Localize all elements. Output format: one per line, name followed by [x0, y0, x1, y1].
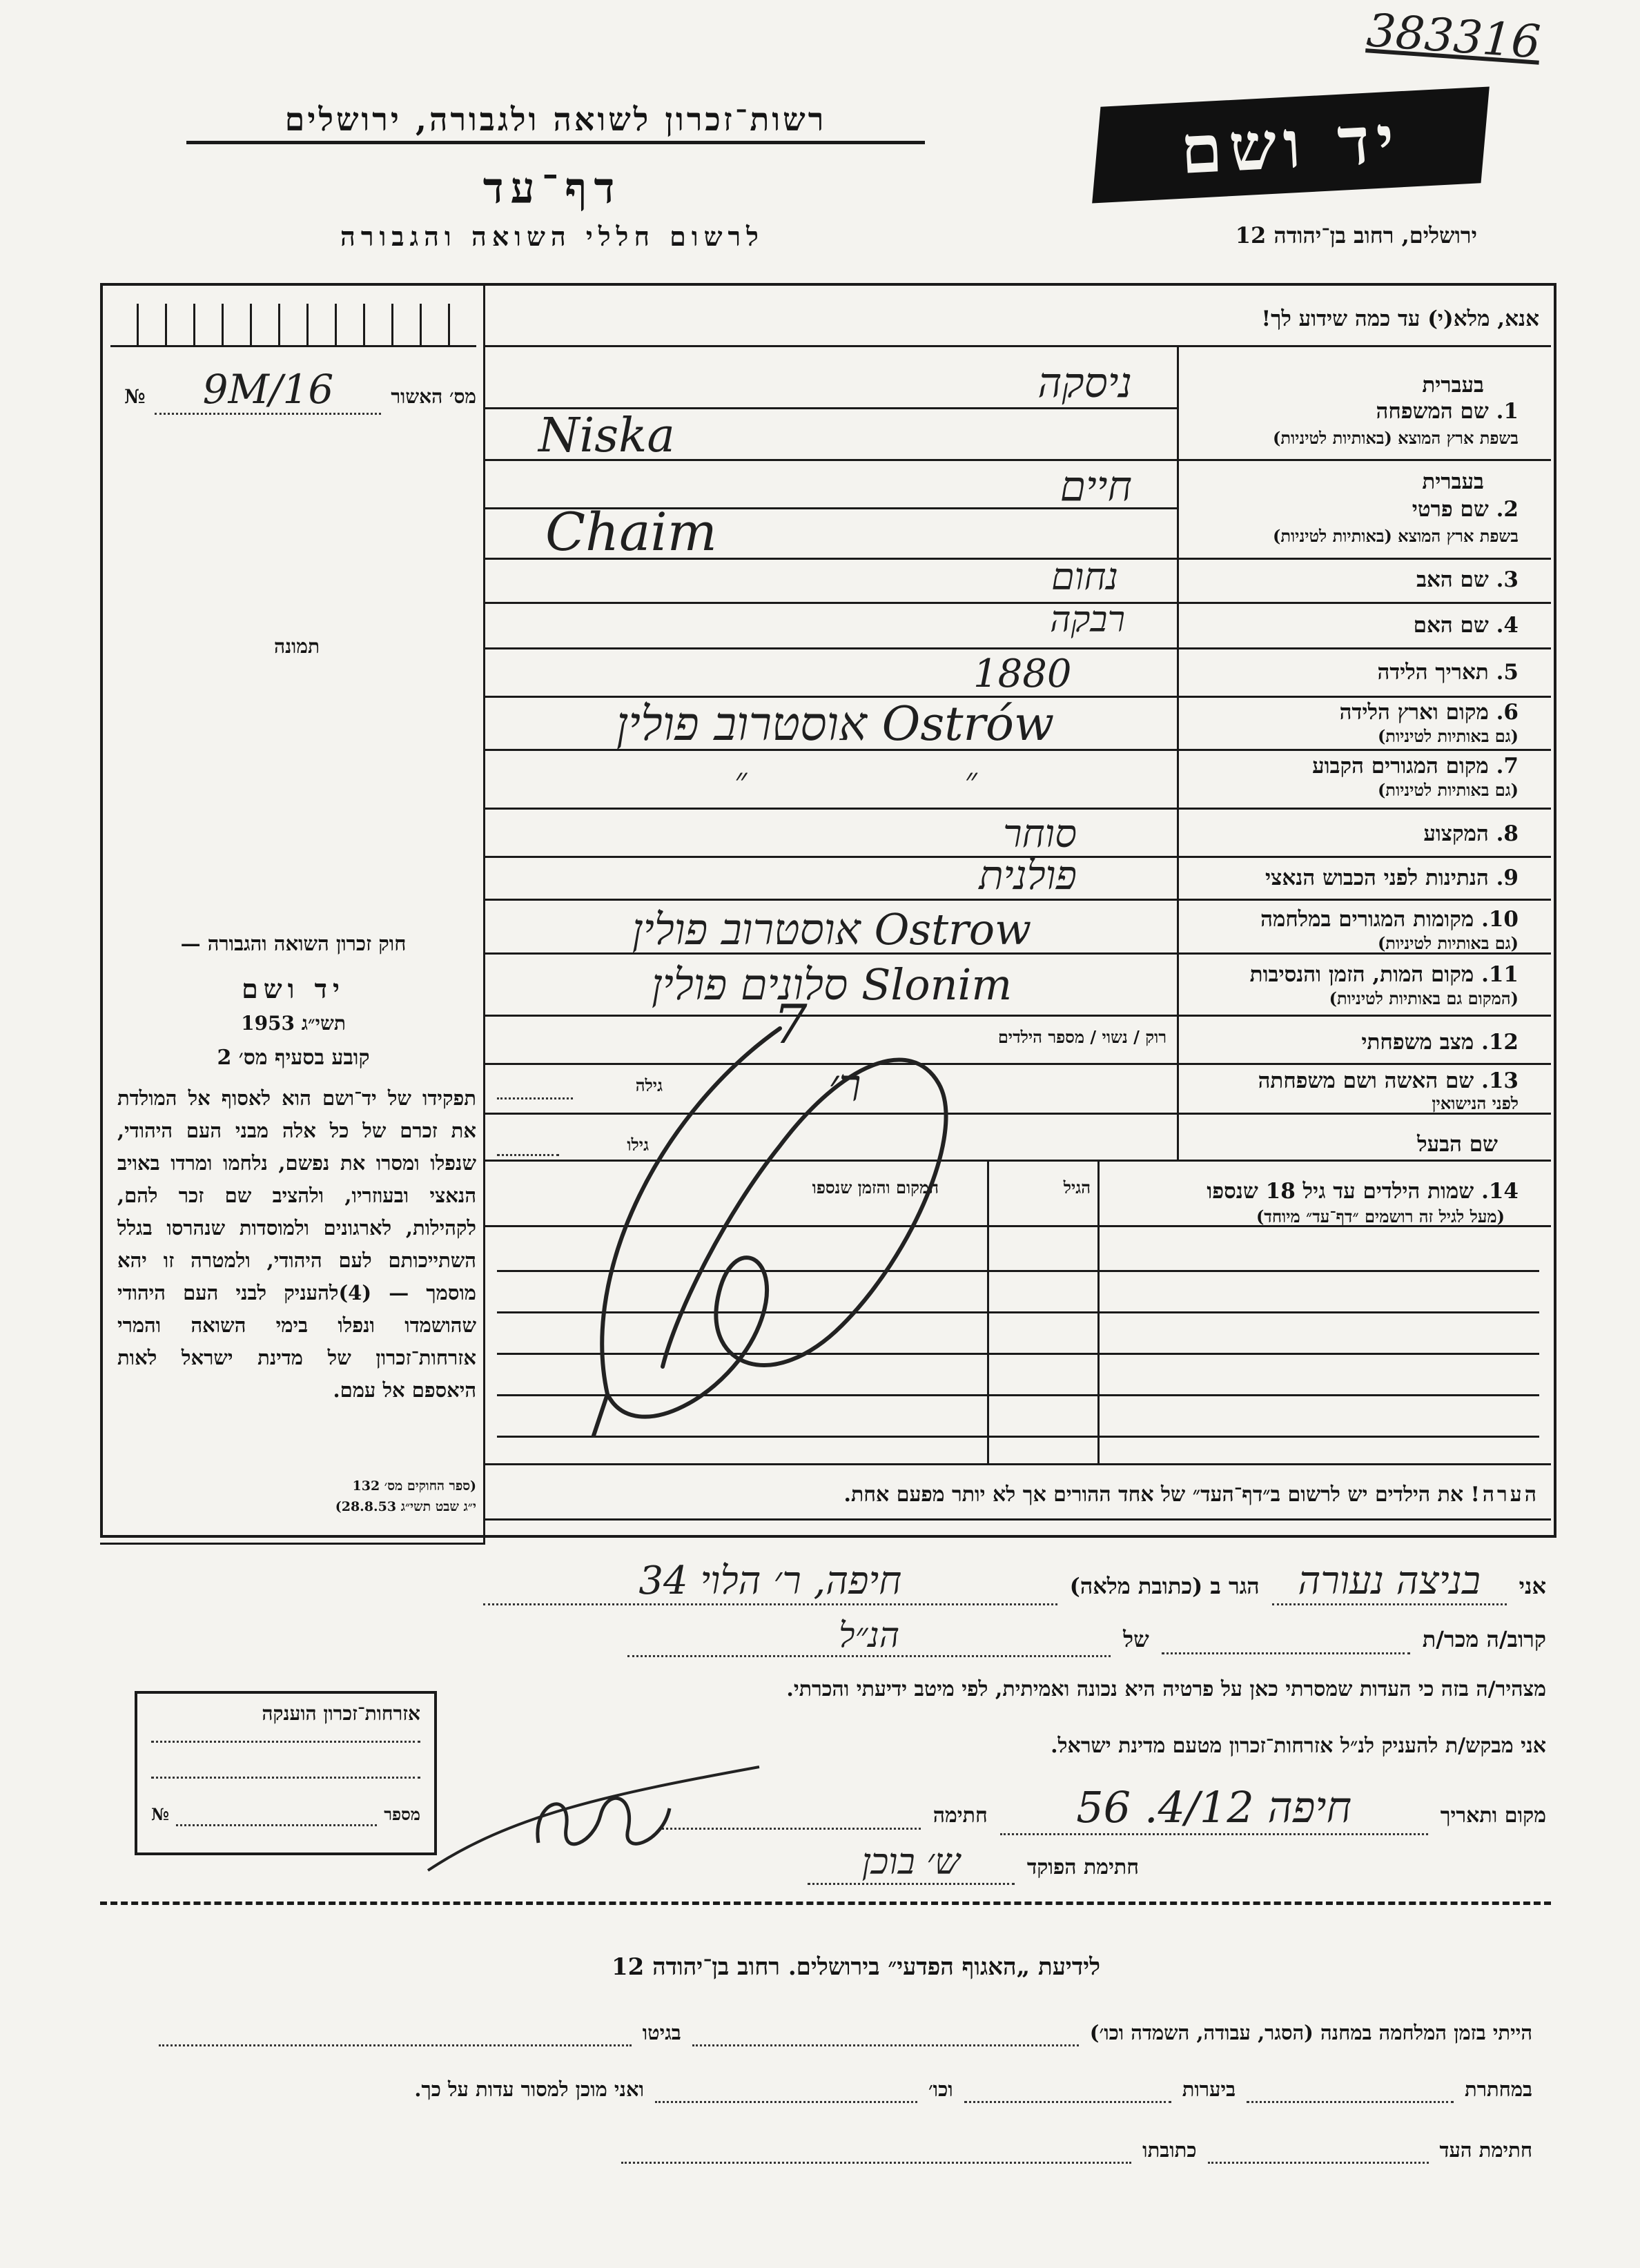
field-11-number: 11. — [1481, 962, 1519, 987]
declaration-line-1 — [483, 1558, 1546, 1605]
field-11-note: (המקום גם באותיות לטיניות) — [1329, 988, 1519, 1008]
officer-signature-label: חתימת הפוקד — [1026, 1855, 1139, 1879]
certificate-number-prefix: № — [151, 1804, 170, 1824]
place-date-label: מקום ותאריך — [1440, 1803, 1546, 1828]
field-12-number: 12. — [1481, 1030, 1519, 1055]
field-12-label — [1194, 1030, 1519, 1055]
lang-origin-label: בשפת ארץ המוצא (באותיות לטיניות) — [1273, 428, 1519, 448]
children-age-header: הגיל — [1063, 1177, 1091, 1197]
field-7-label — [1194, 754, 1519, 779]
witness-address-label: כתובתו — [1142, 2138, 1197, 2162]
field-5-title: תאריך הלידה — [1377, 660, 1489, 685]
field-7-value: ״ ״ — [734, 761, 977, 799]
field-12-options: רוק / נשוי / מספר הילדים — [997, 1027, 1166, 1047]
husband-name-label: שם הבעל — [1417, 1132, 1498, 1157]
field-13-age-label: גילה — [635, 1075, 663, 1095]
intro-rule — [483, 345, 1551, 347]
field-9-value: פולנית — [979, 852, 1077, 899]
declaration-statement: מצהיר/ה בזה כי העדות שמסרתי כאן על פרטיה היא נכונה ואמיתית, לפי מיטב ידיעתי והכרתי. — [786, 1677, 1546, 1701]
law-clause: קובע בסעיף מס׳ 2 — [217, 1046, 370, 1070]
field-4-value: רבקה — [1050, 599, 1125, 641]
photo-placeholder-label: תמונה — [273, 635, 320, 658]
field-7-latin-note: (גם באותיות לטיניות) — [1377, 780, 1519, 800]
husband-age-label: גילו — [627, 1135, 649, 1155]
logo-text: יד ושם — [1178, 100, 1403, 189]
header-address: ירושלים, רחוב בן־יהודה 12 — [1235, 222, 1477, 248]
field-8-number: 8. — [1496, 821, 1519, 846]
form-subtitle: לרשום חללי השואה והגבורה — [340, 221, 764, 252]
label-column-divider — [1177, 345, 1179, 1160]
row-rule — [483, 808, 1551, 810]
law-title: חוק זכרון השואה והגבורה — — [180, 932, 407, 955]
field-4-title: שם האם — [1413, 613, 1489, 638]
note-title: הערה! — [1470, 1483, 1539, 1507]
form-title: דף־עד — [482, 163, 622, 213]
sidebar-tick-row — [110, 304, 476, 347]
law-date: י״ג שבט תשי״ג 28.8.53) — [335, 1499, 476, 1514]
certificate-title: אזרחות־זכרון הוענקה — [262, 1702, 420, 1725]
field-12-title: מצב משפחתי — [1361, 1030, 1474, 1055]
bottom-line-1 — [159, 2021, 1532, 2046]
yad-vashem-logo — [1092, 86, 1490, 203]
field-8-value: סוחר — [1003, 812, 1077, 857]
field-3-label — [1194, 567, 1519, 592]
field-12-value: 7 — [773, 994, 808, 1056]
field-5-label — [1194, 660, 1519, 685]
sidebar-bottom-rule — [100, 1543, 485, 1545]
field-6-title: מקום וארץ הלידה — [1339, 700, 1489, 725]
field-11-value: סלונים פולין Slonim — [651, 959, 1013, 1010]
cross-out-scribble — [552, 1008, 1173, 1449]
bottom-underground-label: במחתרת — [1465, 2078, 1532, 2101]
field-2-label — [1194, 497, 1519, 522]
field-14-title: שמות הילדים עד גיל 18 שנספו — [1207, 1179, 1474, 1204]
field-10-latin-note: (גם באותיות לטיניות) — [1377, 933, 1519, 953]
field-10-number: 10. — [1481, 907, 1519, 932]
lang-hebrew-label: בעברית — [1422, 469, 1484, 494]
field-8-title: המקצוע — [1423, 821, 1489, 846]
relation-of-label: של — [1123, 1626, 1149, 1652]
note-line — [497, 1483, 1539, 1507]
declarant-address: חיפה, ר׳ הלוי 34 — [483, 1558, 1057, 1605]
field-13-label — [1194, 1068, 1519, 1093]
certificate-box — [135, 1691, 437, 1855]
approval-number-field — [124, 366, 476, 415]
field-4-label — [1194, 613, 1519, 638]
officer-signature: ש׳ בוכן — [808, 1841, 1015, 1885]
field-9-number: 9. — [1496, 866, 1519, 890]
field-10-title: מקומות המגורים במלחמה — [1260, 907, 1474, 932]
field-1-label — [1194, 399, 1519, 424]
field-2-value-latin: Chaim — [545, 501, 717, 563]
relation-value: הנ״ל — [627, 1615, 1111, 1657]
lang-hebrew-label: בעברית — [1422, 373, 1484, 398]
lang-origin-label: בשפת ארץ המוצא (באותיות לטיניות) — [1273, 526, 1519, 546]
husband-age-line — [497, 1154, 559, 1156]
law-logo: יד ושם — [242, 973, 345, 1004]
witness-signature-label: חתימת העד — [1439, 2138, 1532, 2162]
reference-number: 383316 — [1365, 3, 1543, 69]
row-rule — [483, 647, 1551, 649]
field-14-note: (מעל לגיל זה רושמים ״דף־עד״ מיוחד) — [1256, 1206, 1505, 1226]
bottom-line-3 — [621, 2138, 1532, 2164]
bottom-camp-label: הייתי בזמן המלחמה במחנה (הסגר, עבודה, השמדה וכו׳) — [1089, 2021, 1532, 2044]
field-2-value-hebrew: חיים — [1060, 462, 1132, 511]
declaration-line-2 — [483, 1615, 1546, 1657]
bottom-forest-label: ביערות — [1182, 2078, 1236, 2101]
field-6-value: אוסטרוב פולין Ostrów — [616, 697, 1055, 752]
field-9-label — [1194, 866, 1519, 890]
children-place-header: המקום והזמן שנספו — [812, 1177, 939, 1197]
declarant-signature-scribble — [414, 1739, 773, 1877]
bottom-title: לידיעת „האגוף הפדעי״ בירושלים. רחוב בן־יהודה 12 — [611, 1953, 1101, 1981]
field-3-value: נחום — [1051, 555, 1118, 598]
field-1-value-latin: Niska — [538, 409, 675, 463]
sidebar-divider — [483, 283, 485, 1543]
field-3-title: שם האב — [1416, 567, 1489, 592]
note-rule — [483, 1518, 1551, 1521]
row-rule — [483, 899, 1551, 901]
relation-blank — [1162, 1626, 1410, 1654]
field-5-value: 1880 — [973, 652, 1072, 696]
intro-instruction: אנא, מלא(י) עד כמה שידוע לך! — [1261, 306, 1539, 331]
approval-number-value: 9M/16 — [155, 366, 381, 415]
institution-name: רשות־זכרון לשואה ולגבורה, ירושלים — [186, 101, 925, 144]
bottom-ghetto-label: בגיטו — [642, 2021, 681, 2044]
row-rule — [483, 1463, 1551, 1465]
field-10-value: אוסטרוב פולין Ostrow — [632, 904, 1032, 955]
field-13-value: ר׳ — [828, 1059, 861, 1112]
field-14-number: 14. — [1481, 1179, 1519, 1204]
field-13-number: 13. — [1481, 1068, 1519, 1093]
place-date-value: חיפה 4/12. 56 — [1000, 1782, 1428, 1835]
law-year: תשי״ג 1953 — [241, 1012, 346, 1035]
bottom-line-2 — [90, 2078, 1532, 2103]
field-3-number: 3. — [1496, 567, 1519, 592]
approval-number-prefix: № — [124, 385, 146, 408]
field-1-value-hebrew: ניסקה — [1037, 359, 1132, 407]
field-6-number: 6. — [1496, 700, 1519, 725]
law-text: תפקידו של יד־ושם הוא לאסוף אל המולדת את זכרם של כל אלה מבני העם היהודי, שנפלו ומסרו את נפשם, נלחמו ומרדו באויב הנאצי ובעוזריו, ולהציב שם זכר להם, לקהילות, לארגונים ולמוסדות שנהרסו בגלל השתייכותם לעם היהודי, ולמטרה זו יהא מוסמך — (4)להעניק לבני העם היהודי שהושמדו ונפלו בימי השואה והמרי אזרחות־זכרון של מדינת ישראל לאות היאספם אל עמם. — [117, 1086, 476, 1402]
declarant-name: בניצה נעורה — [1272, 1558, 1507, 1605]
bottom-willing-label: ואני מוכן למסור עדות על כך. — [414, 2078, 644, 2101]
field-13-title: שם האשה ושם משפחתה — [1258, 1068, 1474, 1093]
approval-number-label: מס׳ האשור — [391, 385, 476, 408]
declaration-request: אני מבקש/ת להעניק לנ״ל אזרחות־זכרון מטעם מדינת ישראל. — [1051, 1734, 1546, 1758]
field-4-number: 4. — [1496, 613, 1519, 638]
field-13-note: לפני הנישואין — [1432, 1093, 1519, 1113]
field-9-title: הנתינות לפני הכבוש הנאצי — [1265, 866, 1489, 890]
field-1-title: שם המשפחה — [1376, 399, 1489, 424]
law-source: (ספר החוקים מס׳ 132 — [352, 1478, 476, 1494]
bottom-etc-label: וכו׳ — [928, 2078, 953, 2101]
field-2-title: שם פרטי — [1412, 497, 1489, 522]
declaration-address-label: הגר ב (כתובת מלאה) — [1069, 1573, 1260, 1599]
signature-label: חתימה — [933, 1803, 988, 1828]
certificate-number-row — [151, 1804, 420, 1826]
field-7-title: מקום המגורים הקבוע — [1312, 754, 1489, 779]
field-8-label — [1194, 821, 1519, 846]
field-7-number: 7. — [1496, 754, 1519, 779]
field-1-number: 1. — [1496, 399, 1519, 424]
field-11-title: מקום המות, הזמן והנסיבות — [1249, 962, 1474, 987]
relation-label: קרוב/ה מכר/ת — [1422, 1626, 1546, 1652]
field-6-latin-note: (גם באותיות לטיניות) — [1377, 726, 1519, 746]
field-10-label — [1194, 907, 1519, 932]
field-2-number: 2. — [1496, 497, 1519, 522]
note-text: את הילדים יש לרשום ב״דף־העד״ של אחד ההורים אך לא יותר מפעם אחת. — [843, 1483, 1464, 1507]
certificate-number-label: מספר — [384, 1804, 420, 1824]
field-6-label — [1194, 700, 1519, 725]
field-11-label — [1194, 962, 1519, 987]
field-5-number: 5. — [1496, 660, 1519, 685]
declaration-prefix: אני — [1519, 1573, 1546, 1599]
